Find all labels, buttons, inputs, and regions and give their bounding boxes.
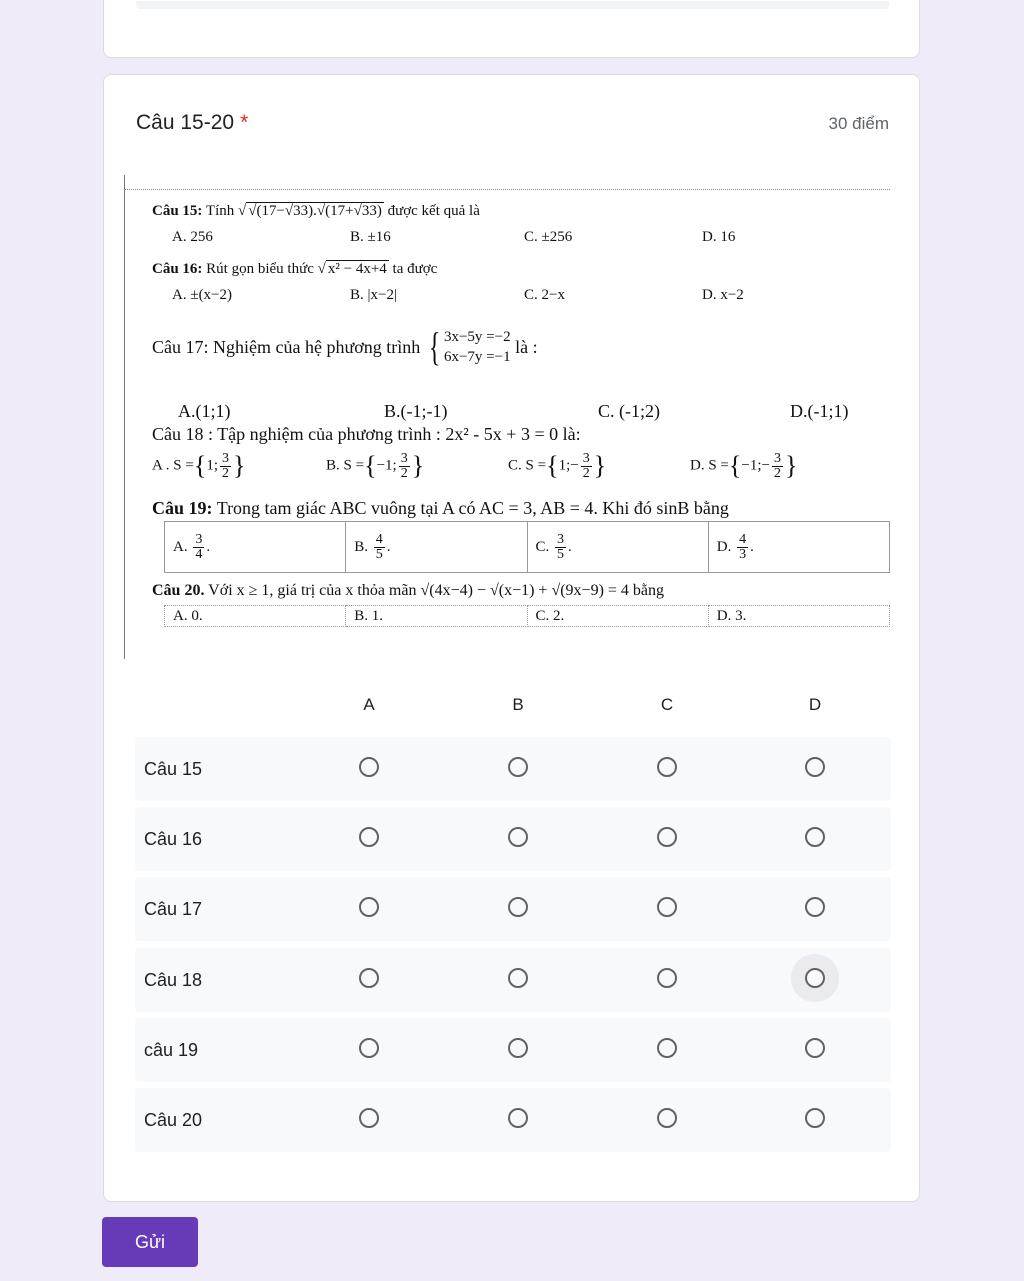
grid-row-cau-19	[135, 1018, 891, 1082]
question-title: Câu 15-20 *	[136, 111, 249, 134]
required-mark: *	[240, 111, 249, 134]
grid-column-b: B	[512, 695, 524, 714]
q15-option-c: C. ±256	[524, 229, 573, 245]
radio-cau15-c[interactable]	[657, 757, 677, 777]
q16-option-c: C. 2−x	[524, 287, 565, 303]
q19-option-d: D. $\frac{4}{3}$ .	[708, 522, 889, 573]
row-label: câu 19	[144, 1040, 199, 1060]
radio-cau20-a[interactable]	[359, 1108, 379, 1128]
question-card	[103, 74, 920, 1202]
q19-options-table	[164, 521, 890, 573]
previous-input-bar	[136, 1, 889, 9]
q20-option-a: A. 0.	[165, 606, 346, 627]
q17-stem: Câu 17: Nghiệm của hệ phương trình { 3x−5y =−2 6x−7y =−1 là :	[152, 324, 538, 370]
row-label: Câu 18	[144, 970, 203, 990]
row-label: Câu 16	[144, 829, 203, 849]
radio-cau18-a[interactable]	[359, 968, 379, 988]
q16-option-a: A. ±(x−2)	[172, 287, 233, 303]
grid-row-cau-18	[135, 948, 891, 1012]
q15-stem: Câu 15: Tính √ √(17−√33).√(17+√33) được kết quả là	[152, 203, 480, 219]
grid-row-cau-20	[135, 1088, 891, 1152]
grid-row-cau-15	[135, 737, 891, 801]
q20-options-table	[164, 605, 890, 627]
q20-stem: Câu 20. Với x ≥ 1, giá trị của x thỏa mãn √(4x−4) − √(x−1) + √(9x−9) = 4 bằng	[152, 582, 665, 599]
question-image	[124, 175, 890, 661]
q17-option-c: C. (-1;2)	[598, 401, 660, 421]
radio-cau16-d[interactable]	[805, 827, 825, 847]
q15-option-b: B. ±16	[350, 229, 391, 245]
submit-button[interactable]: Gửi	[102, 1217, 198, 1267]
q19-option-c: C. $\frac{3}{5}$ .	[527, 522, 708, 573]
radio-cau17-c[interactable]	[657, 897, 677, 917]
radio-cau15-a[interactable]	[359, 757, 379, 777]
q20-option-c: C. 2.	[527, 606, 708, 627]
radio-cau17-d[interactable]	[805, 897, 825, 917]
q20-option-b: B. 1.	[346, 606, 527, 627]
grid-column-c: C	[660, 695, 674, 714]
radio-cau20-d[interactable]	[805, 1108, 825, 1128]
radio-cau17-a[interactable]	[359, 897, 379, 917]
previous-question-card	[103, 0, 920, 58]
q18-option-a: A . S ={1; $\frac{3}{2}$ }	[152, 450, 246, 481]
q18-option-d: D. S ={−1;− $\frac{3}{2}$ }	[690, 450, 798, 481]
radio-cau19-c[interactable]	[657, 1038, 677, 1058]
q16-option-b: B. |x−2|	[350, 287, 397, 303]
row-label: Câu 20	[144, 1110, 203, 1130]
q18-option-c: C. S ={1;− $\frac{3}{2}$ }	[508, 450, 607, 481]
q18-option-b: B. S ={−1; $\frac{3}{2}$ }	[326, 450, 425, 481]
q17-option-a: A.(1;1)	[178, 401, 231, 421]
q15-option-d: D. 16	[702, 229, 736, 245]
question-points: 30 điểm	[828, 114, 889, 133]
radio-cau19-a[interactable]	[359, 1038, 379, 1058]
q19-option-a: A. $\frac{3}{4}$ .	[165, 522, 346, 573]
radio-cau15-d[interactable]	[805, 757, 825, 777]
q16-option-d: D. x−2	[702, 287, 744, 303]
radio-cau20-c[interactable]	[657, 1108, 677, 1128]
q18-stem: Câu 18 : Tập nghiệm của phương trình : 2x² - 5x + 3 = 0 là:	[152, 424, 581, 444]
row-label: Câu 15	[144, 759, 203, 779]
q17-option-d: D.(-1;1)	[790, 401, 849, 421]
q19-option-b: B. $\frac{4}{5}$ .	[346, 522, 527, 573]
grid-row-cau-17	[135, 877, 891, 941]
radio-cau18-b[interactable]	[508, 968, 528, 988]
q15-option-a: A. 256	[172, 229, 213, 245]
radio-cau16-b[interactable]	[508, 827, 528, 847]
q17-option-b: B.(-1;-1)	[384, 401, 448, 421]
radio-cau19-d[interactable]	[805, 1038, 825, 1058]
radio-cau16-c[interactable]	[657, 827, 677, 847]
grid-row-cau-16	[135, 807, 891, 871]
radio-cau18-d[interactable]	[805, 968, 825, 988]
radio-cau15-b[interactable]	[508, 757, 528, 777]
radio-cau20-b[interactable]	[508, 1108, 528, 1128]
row-label: Câu 17	[144, 899, 203, 919]
radio-cau17-b[interactable]	[508, 897, 528, 917]
grid-column-headers	[104, 695, 919, 715]
grid-column-d: D	[808, 695, 822, 714]
radio-cau18-c[interactable]	[657, 968, 677, 988]
q16-stem: Câu 16: Rút gọn biểu thức √ x² − 4x+4 ta được	[152, 261, 438, 277]
q20-option-d: D. 3.	[708, 606, 889, 627]
radio-cau16-a[interactable]	[359, 827, 379, 847]
grid-column-a: A	[363, 695, 375, 714]
radio-cau19-b[interactable]	[508, 1038, 528, 1058]
q19-stem: Câu 19: Trong tam giác ABC vuông tại A có AC = 3, AB = 4. Khi đó sinB bằng	[152, 498, 729, 518]
